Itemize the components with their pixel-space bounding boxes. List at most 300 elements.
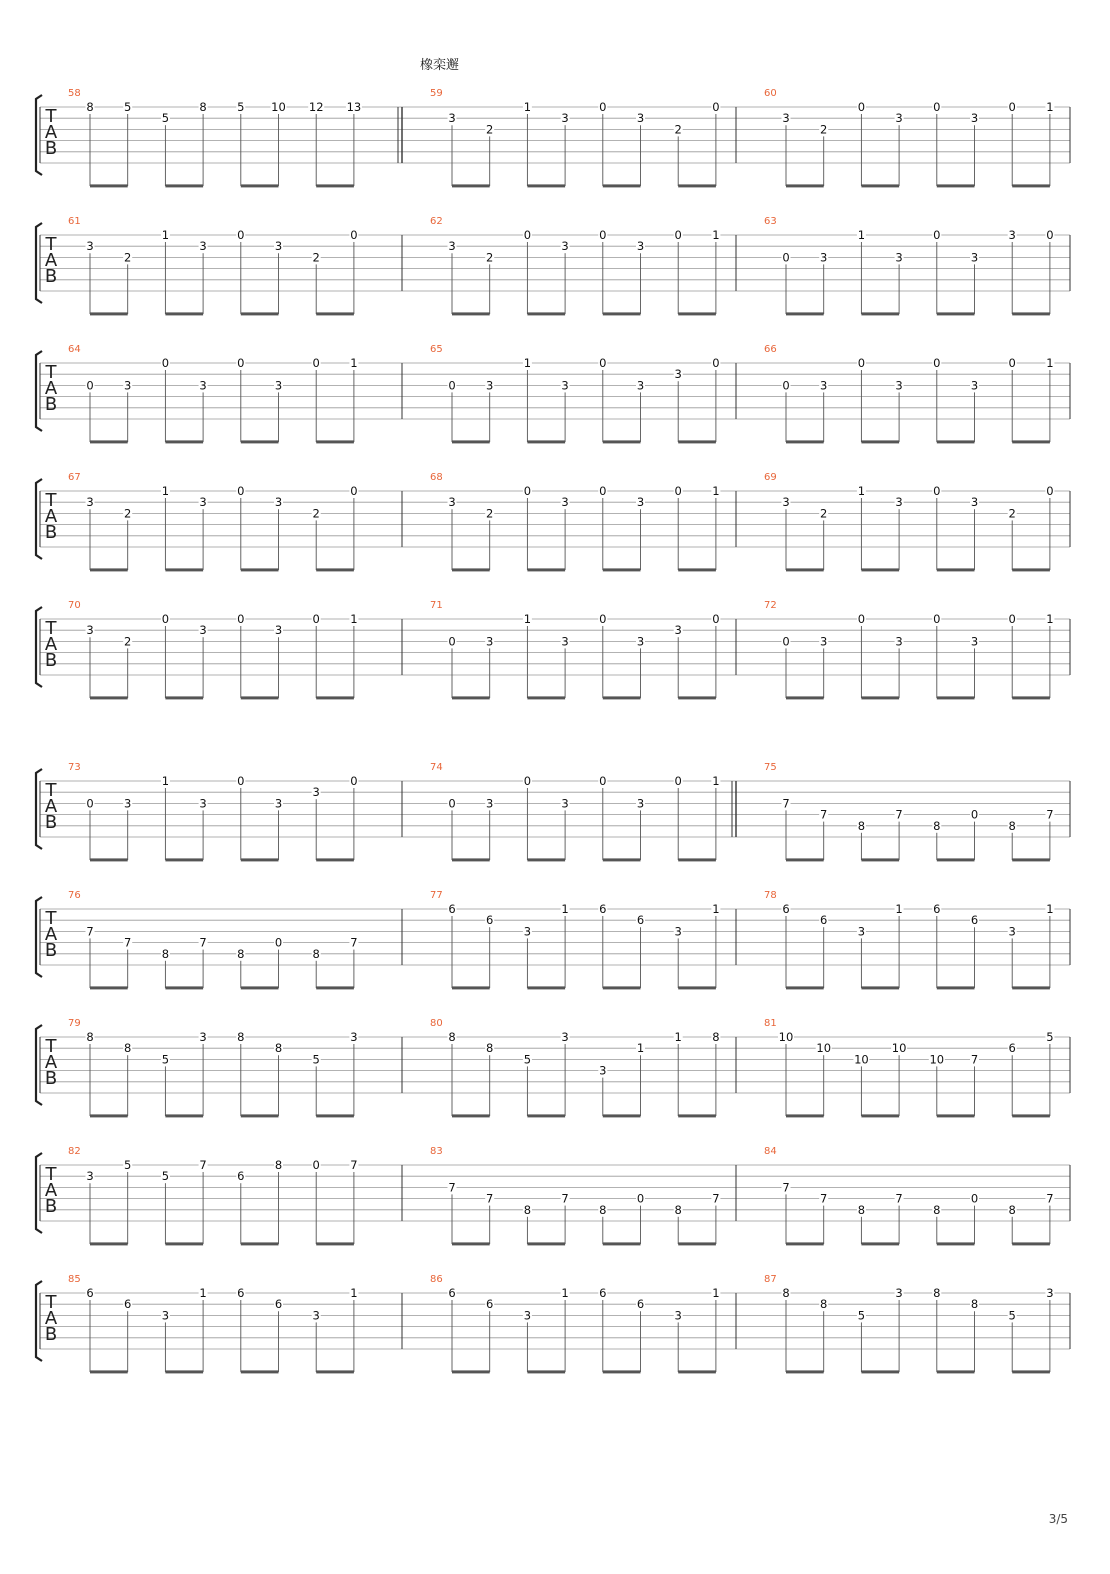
fret-number: 3 (86, 623, 94, 638)
fret-number: 0 (970, 1191, 979, 1206)
fret-number: 3 (970, 111, 979, 126)
fret-number: 0 (237, 774, 245, 788)
fret-number: 8 (448, 1030, 456, 1044)
beam (678, 986, 716, 989)
fret-number: 7 (970, 1052, 979, 1067)
fret-number: 0 (161, 356, 170, 370)
fret-number: 1 (523, 356, 532, 370)
measure-number: 60 (764, 88, 777, 99)
tab-clef-letter: T (45, 618, 57, 639)
tab-system (36, 472, 1070, 571)
fret-number: 8 (933, 1286, 941, 1300)
fret-number: 3 (970, 378, 979, 393)
fret-number: 3 (274, 495, 283, 510)
beam (1012, 312, 1050, 315)
fret-number: 3 (561, 239, 569, 254)
fret-number: 5 (161, 1169, 170, 1184)
fret-number: 1 (712, 902, 720, 916)
beam (786, 986, 824, 989)
fret-number: 7 (782, 1180, 790, 1195)
fret-number: 0 (712, 612, 720, 626)
fret-number: 13 (346, 100, 362, 114)
fret-number: 6 (448, 1286, 456, 1300)
fret-number: 3 (970, 250, 979, 265)
measure-number: 58 (68, 88, 81, 99)
fret-number: 0 (599, 774, 607, 788)
fret-number: 8 (599, 1202, 607, 1217)
fret-number: 6 (124, 1297, 132, 1312)
beam (1012, 440, 1050, 443)
beam (90, 184, 128, 187)
beam (1012, 568, 1050, 571)
tab-clef-letter: B (44, 812, 58, 833)
fret-number: 0 (1008, 356, 1016, 370)
fret-number: 0 (523, 484, 532, 498)
page-number: 3/5 (1048, 1512, 1068, 1526)
beam (241, 184, 279, 187)
fret-number: 0 (857, 612, 866, 626)
beam (937, 312, 975, 315)
beam (861, 696, 899, 699)
beam (316, 312, 354, 315)
fret-number: 1 (350, 612, 358, 626)
fret-number: 0 (312, 356, 320, 370)
fret-number: 0 (1046, 228, 1054, 242)
fret-number: 7 (486, 1191, 494, 1206)
fret-number: 10 (891, 1041, 907, 1056)
beam (241, 858, 279, 861)
beam (937, 1370, 975, 1373)
tab-clef-letter: A (44, 1180, 58, 1201)
fret-number: 1 (857, 228, 866, 242)
fret-number: 1 (712, 484, 720, 498)
tab-clef-letter: A (44, 796, 58, 817)
fret-number: 0 (674, 484, 682, 498)
fret-number: 10 (929, 1052, 945, 1067)
beam (786, 440, 824, 443)
fret-number: 0 (448, 796, 456, 811)
tab-clef-letter: B (44, 1068, 58, 1089)
fret-number: 1 (1046, 356, 1054, 370)
beam (90, 696, 128, 699)
beam (937, 696, 975, 699)
tab-clef-letter: A (44, 1308, 58, 1329)
fret-number: 3 (820, 378, 828, 393)
fret-number: 0 (674, 774, 682, 788)
fret-number: 6 (820, 913, 828, 928)
fret-number: 3 (820, 634, 828, 649)
beam (165, 858, 203, 861)
beam (786, 1370, 824, 1373)
fret-number: 3 (486, 796, 494, 811)
tab-system (36, 600, 1070, 699)
beam (90, 986, 128, 989)
beam (452, 312, 490, 315)
beam (527, 184, 565, 187)
beam (527, 1242, 565, 1245)
fret-number: 0 (857, 356, 866, 370)
beam (452, 568, 490, 571)
beam (678, 696, 716, 699)
fret-number: 8 (86, 1030, 94, 1044)
beam (316, 858, 354, 861)
measure-number: 85 (68, 1274, 81, 1285)
measure-number: 78 (764, 890, 777, 901)
measure-number: 71 (430, 600, 443, 611)
tab-clef-letter: A (44, 1052, 58, 1073)
fret-number: 8 (820, 1297, 828, 1312)
fret-number: 0 (1008, 612, 1016, 626)
fret-number: 6 (636, 913, 645, 928)
fret-number: 3 (895, 111, 903, 126)
fret-number: 5 (1046, 1030, 1054, 1044)
fret-number: 8 (486, 1041, 494, 1056)
fret-number: 8 (857, 818, 866, 833)
fret-number: 3 (674, 924, 682, 939)
fret-number: 3 (674, 623, 682, 638)
fret-number: 6 (599, 1286, 607, 1300)
fret-number: 0 (674, 228, 682, 242)
tab-system (36, 88, 1070, 187)
fret-number: 0 (599, 228, 607, 242)
beam (316, 568, 354, 571)
beam (1012, 858, 1050, 861)
fret-number: 6 (782, 902, 790, 916)
measure-number: 59 (430, 88, 443, 99)
beam (937, 568, 975, 571)
fret-number: 7 (895, 1191, 903, 1206)
beam (316, 1242, 354, 1245)
beam (678, 1370, 716, 1373)
fret-number: 3 (561, 111, 569, 126)
beam (861, 986, 899, 989)
fret-number: 7 (1046, 1191, 1054, 1206)
beam (937, 858, 975, 861)
beam (527, 1370, 565, 1373)
fret-number: 0 (933, 612, 941, 626)
beam (786, 184, 824, 187)
fret-number: 6 (237, 1286, 245, 1300)
measure-number: 65 (430, 344, 443, 355)
fret-number: 1 (895, 902, 903, 916)
fret-number: 0 (86, 796, 94, 811)
fret-number: 7 (350, 935, 358, 950)
fret-number: 3 (199, 1030, 207, 1044)
beam (452, 986, 490, 989)
measure-number: 81 (764, 1018, 777, 1029)
fret-number: 7 (448, 1180, 456, 1195)
fret-number: 3 (86, 239, 94, 254)
beam (603, 184, 641, 187)
measure-number: 67 (68, 472, 81, 483)
fret-number: 1 (712, 1286, 720, 1300)
fret-number: 3 (312, 1308, 320, 1323)
tab-clef-letter: B (44, 394, 58, 415)
fret-number: 3 (161, 1308, 170, 1323)
beam (452, 440, 490, 443)
fret-number: 3 (486, 634, 494, 649)
fret-number: 12 (308, 100, 324, 114)
beam (603, 440, 641, 443)
beam (861, 312, 899, 315)
tab-clef-letter: A (44, 506, 58, 527)
fret-number: 3 (636, 796, 645, 811)
fret-number: 3 (820, 250, 828, 265)
fret-number: 10 (271, 100, 286, 114)
beam (165, 568, 203, 571)
fret-number: 5 (1008, 1308, 1016, 1323)
fret-number: 3 (1008, 228, 1016, 242)
beam (861, 440, 899, 443)
fret-number: 3 (561, 796, 569, 811)
beam (603, 312, 641, 315)
fret-number: 8 (274, 1158, 283, 1172)
fret-number: 0 (933, 100, 941, 114)
fret-number: 1 (1046, 100, 1054, 114)
beam (786, 1114, 824, 1117)
fret-number: 0 (350, 484, 358, 498)
fret-number: 3 (599, 1063, 607, 1078)
fret-number: 3 (782, 111, 790, 126)
fret-number: 8 (933, 818, 941, 833)
fret-number: 0 (712, 100, 720, 114)
fret-number: 6 (486, 1297, 494, 1312)
tab-clef-letter: T (45, 106, 57, 127)
fret-number: 3 (312, 785, 320, 800)
fret-number: 0 (237, 228, 245, 242)
fret-number: 1 (1046, 902, 1054, 916)
fret-number: 7 (561, 1191, 569, 1206)
fret-number: 3 (674, 367, 682, 382)
fret-number: 3 (561, 1030, 569, 1044)
fret-number: 3 (636, 495, 645, 510)
fret-number: 7 (895, 807, 903, 822)
fret-number: 0 (86, 378, 94, 393)
beam (1012, 1114, 1050, 1117)
fret-number: 5 (523, 1052, 532, 1067)
beam (452, 1242, 490, 1245)
fret-number: 0 (274, 935, 283, 950)
fret-number: 1 (674, 1030, 682, 1044)
fret-number: 3 (199, 378, 207, 393)
measure-number: 69 (764, 472, 777, 483)
fret-number: 3 (199, 623, 207, 638)
tab-clef-letter: T (45, 234, 57, 255)
fret-number: 3 (895, 250, 903, 265)
beam (937, 1114, 975, 1117)
tab-system (36, 1018, 1070, 1117)
fret-number: 1 (161, 774, 170, 788)
fret-number: 8 (161, 946, 170, 961)
fret-number: 3 (1008, 924, 1016, 939)
fret-number: 7 (350, 1158, 358, 1172)
measure-number: 83 (430, 1146, 443, 1157)
fret-number: 3 (895, 378, 903, 393)
beam (90, 858, 128, 861)
fret-number: 0 (782, 378, 790, 393)
beam (603, 986, 641, 989)
fret-number: 0 (782, 250, 790, 265)
tab-clef-letter: A (44, 634, 58, 655)
fret-number: 1 (199, 1286, 207, 1300)
beam (316, 440, 354, 443)
fret-number: 0 (933, 228, 941, 242)
fret-number: 1 (561, 902, 569, 916)
fret-number: 6 (1008, 1041, 1016, 1056)
measure-number: 77 (430, 890, 443, 901)
fret-number: 3 (274, 623, 283, 638)
fret-number: 8 (1008, 1202, 1016, 1217)
fret-number: 5 (124, 100, 132, 114)
beam (937, 1242, 975, 1245)
tab-clef-letter: A (44, 250, 58, 271)
fret-number: 0 (1046, 484, 1054, 498)
fret-number: 6 (274, 1297, 283, 1312)
fret-number: 7 (199, 1158, 207, 1172)
fret-number: 5 (857, 1308, 866, 1323)
tab-clef-letter: A (44, 122, 58, 143)
beam (452, 1114, 490, 1117)
fret-number: 8 (86, 100, 94, 114)
beam (165, 440, 203, 443)
tab-clef-letter: B (44, 1324, 58, 1345)
measure-number: 61 (68, 216, 81, 227)
fret-number: 7 (782, 796, 790, 811)
measure-number: 86 (430, 1274, 443, 1285)
beam (316, 1370, 354, 1373)
fret-number: 8 (237, 946, 245, 961)
fret-number: 8 (199, 100, 207, 114)
fret-number: 0 (782, 634, 790, 649)
beam (316, 1114, 354, 1117)
fret-number: 3 (86, 1169, 94, 1184)
tab-system (36, 216, 1070, 315)
fret-number: 2 (312, 250, 320, 265)
beam (678, 440, 716, 443)
fret-number: 2 (124, 634, 132, 649)
measure-number: 74 (430, 762, 443, 773)
fret-number: 0 (237, 356, 245, 370)
fret-number: 0 (237, 484, 245, 498)
beam (527, 986, 565, 989)
beam (90, 312, 128, 315)
fret-number: 3 (782, 495, 790, 510)
fret-number: 5 (312, 1052, 320, 1067)
beam (1012, 986, 1050, 989)
fret-number: 8 (124, 1041, 132, 1056)
beam (603, 1114, 641, 1117)
beam (1012, 1242, 1050, 1245)
fret-number: 1 (636, 1041, 645, 1056)
beam (316, 696, 354, 699)
beam (786, 312, 824, 315)
fret-number: 0 (312, 1158, 320, 1172)
fret-number: 6 (599, 902, 607, 916)
beam (452, 1370, 490, 1373)
fret-number: 2 (486, 506, 494, 521)
fret-number: 3 (86, 495, 94, 510)
beam (452, 184, 490, 187)
beam (527, 696, 565, 699)
tab-clef-letter: B (44, 266, 58, 287)
beam (90, 1242, 128, 1245)
fret-number: 1 (712, 228, 720, 242)
measure-number: 70 (68, 600, 81, 611)
fret-number: 7 (199, 935, 207, 950)
fret-number: 1 (350, 356, 358, 370)
fret-number: 3 (895, 1286, 903, 1300)
fret-number: 3 (636, 111, 645, 126)
fret-number: 3 (124, 378, 132, 393)
beam (861, 184, 899, 187)
fret-number: 3 (674, 1308, 682, 1323)
section-label: 橡栾邂 (420, 58, 460, 73)
measure-number: 79 (68, 1018, 81, 1029)
fret-number: 6 (448, 902, 456, 916)
tab-clef-letter: T (45, 362, 57, 383)
measure-number: 80 (430, 1018, 443, 1029)
fret-number: 3 (636, 239, 645, 254)
fret-number: 6 (636, 1297, 645, 1312)
fret-number: 7 (86, 924, 94, 939)
beam (165, 986, 203, 989)
beam (452, 858, 490, 861)
fret-number: 3 (523, 924, 532, 939)
fret-number: 8 (674, 1202, 682, 1217)
beam (165, 1114, 203, 1117)
measure-number: 68 (430, 472, 443, 483)
fret-number: 6 (237, 1169, 245, 1184)
beam (678, 312, 716, 315)
fret-number: 3 (274, 239, 283, 254)
tab-clef-letter: T (45, 490, 57, 511)
fret-number: 8 (712, 1030, 720, 1044)
fret-number: 1 (712, 774, 720, 788)
fret-number: 7 (1046, 807, 1054, 822)
fret-number: 10 (854, 1052, 869, 1067)
fret-number: 3 (274, 796, 283, 811)
fret-number: 3 (350, 1030, 358, 1044)
fret-number: 1 (561, 1286, 569, 1300)
beam (165, 1370, 203, 1373)
fret-number: 3 (199, 239, 207, 254)
fret-number: 8 (237, 1030, 245, 1044)
fret-number: 0 (448, 634, 456, 649)
beam (861, 1370, 899, 1373)
tab-clef-letter: T (45, 1036, 57, 1057)
fret-number: 3 (274, 378, 283, 393)
beam (1012, 1370, 1050, 1373)
fret-number: 6 (970, 913, 979, 928)
fret-number: 3 (1046, 1286, 1054, 1300)
beam (241, 696, 279, 699)
beam (165, 1242, 203, 1245)
tab-clef-letter: B (44, 1196, 58, 1217)
beam (90, 440, 128, 443)
beam (527, 1114, 565, 1117)
fret-number: 2 (674, 122, 682, 137)
beam (90, 1114, 128, 1117)
beam (241, 986, 279, 989)
fret-number: 8 (312, 946, 320, 961)
fret-number: 2 (820, 122, 828, 137)
beam (165, 184, 203, 187)
tab-system (36, 1274, 1070, 1373)
beam (786, 1242, 824, 1245)
fret-number: 3 (199, 796, 207, 811)
beam (527, 312, 565, 315)
beam (316, 184, 354, 187)
